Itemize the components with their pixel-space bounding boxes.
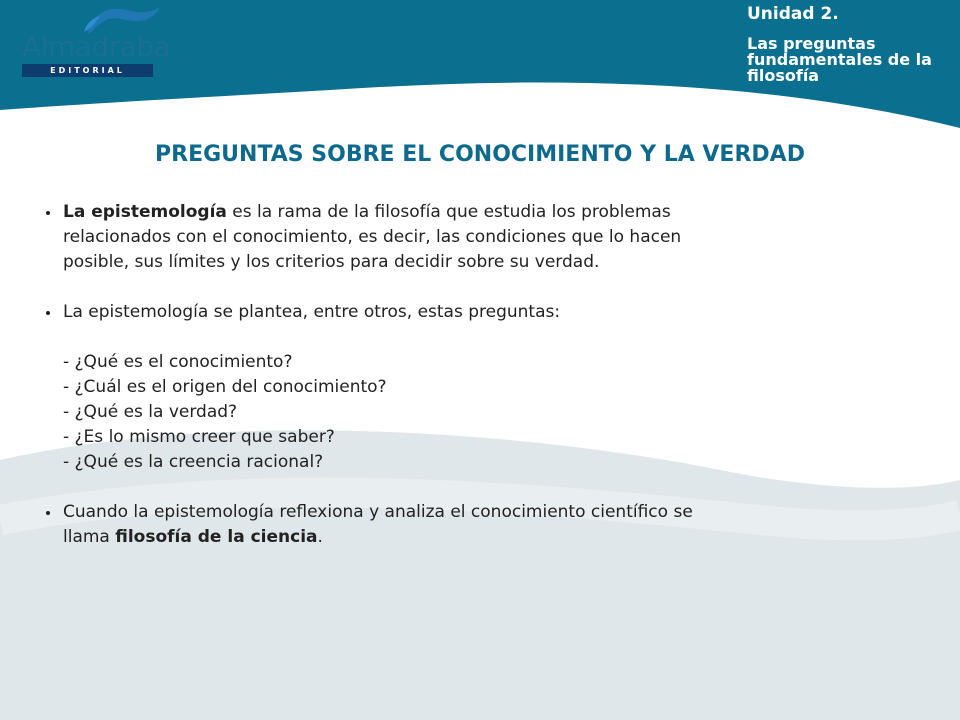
almadraba-logo (18, 6, 171, 76)
bullet-text: La epistemología se plantea, entre otros, estas preguntas: (63, 302, 561, 322)
question-item: - ¿Es lo mismo creer que saber? (63, 427, 335, 447)
bullet-icon (46, 511, 50, 515)
question-item: - ¿Qué es la creencia racional? (63, 452, 324, 472)
logo-wordmark: Almadraba (22, 30, 171, 63)
question-item: - ¿Qué es la verdad? (63, 402, 238, 422)
term-epistemology: La epistemología (63, 202, 227, 222)
bullet-text: posible, sus límites y los criterios para decidir sobre su verdad. (63, 252, 600, 272)
slide-content (40, 200, 860, 550)
bullet-text: relacionados con el conocimiento, es decir, las condiciones que lo hacen (63, 227, 682, 247)
bullet-questions (40, 300, 860, 325)
question-item: - ¿Qué es el conocimiento? (63, 352, 293, 372)
unit-title: Las preguntas fundamentales de la filosofía (747, 34, 932, 85)
unit-heading (747, 4, 952, 84)
bullet-text: Cuando la epistemología reflexiona y analiza el conocimiento científico se (63, 502, 693, 522)
bullet-icon (46, 311, 50, 315)
question-item: - ¿Cuál es el origen del conocimiento? (63, 377, 387, 397)
bullet-icon (46, 211, 50, 215)
unit-number: Unidad 2. (747, 4, 839, 24)
bullet-epistemology (40, 200, 860, 275)
logo-subtitle: EDITORIAL (22, 64, 153, 77)
page-title: PREGUNTAS SOBRE EL CONOCIMIENTO Y LA VERDAD (155, 142, 805, 167)
bullet-text: llama (63, 527, 116, 547)
bullet-philosophy-of-science (40, 500, 860, 550)
bullet-text: . (317, 527, 323, 547)
term-philosophy-of-science: filosofía de la ciencia (115, 527, 318, 547)
bullet-text: es la rama de la filosofía que estudia los problemas (226, 202, 671, 222)
